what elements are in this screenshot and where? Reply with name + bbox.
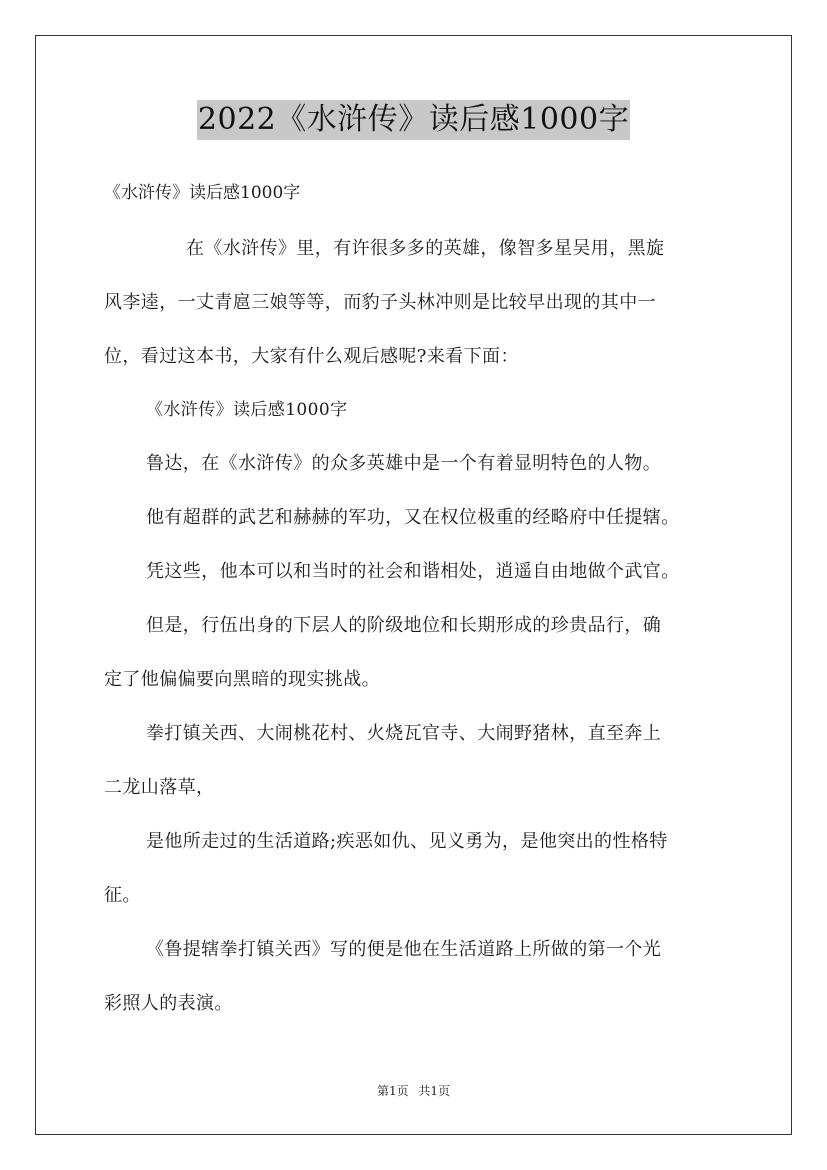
body-line-6[interactable]: 他有超群的武艺和赫赫的军功，又在权位极重的经略府中任提辖。 <box>146 507 680 528</box>
body-line-1[interactable]: 在《水浒传》里，有许很多多的英雄，像智多星吴用，黑旋 <box>186 238 665 259</box>
body-line-9[interactable]: 定了他偏偏要向黑暗的现实挑战。 <box>104 669 380 690</box>
body-line-4[interactable]: 《水浒传》读后感1000字 <box>146 400 348 420</box>
page-total: 共1页 <box>418 1084 451 1098</box>
body-line-13[interactable]: 征。 <box>104 885 141 906</box>
body-line-14[interactable]: 《鲁提辖拳打镇关西》写的便是他在生活道路上所做的第一个光 <box>146 939 662 960</box>
body-line-8[interactable]: 但是，行伍出身的下层人的阶级地位和长期形成的珍贵品行，确 <box>146 615 662 636</box>
body-line-3[interactable]: 位，看过这本书，大家有什么观后感呢?来看下面： <box>104 346 519 367</box>
page-number: 第1页 <box>376 1084 409 1098</box>
document-title[interactable]: 2022《水浒传》读后感1000字 <box>197 100 630 140</box>
body-line-7[interactable]: 凭这些，他本可以和当时的社会和谐相处，逍遥自由地做个武官。 <box>146 561 680 582</box>
body-line-2[interactable]: 风李逵，一丈青扈三娘等等，而豹子头林冲则是比较早出现的其中一 <box>104 292 656 313</box>
body-line-12[interactable]: 是他所走过的生活道路;疾恶如仇、见义勇为，是他突出的性格特 <box>146 831 668 852</box>
document-subtitle[interactable]: 《水浒传》读后感1000字 <box>104 183 301 203</box>
body-line-11[interactable]: 二龙山落草， <box>104 777 215 798</box>
title-container <box>0 100 827 140</box>
body-line-10[interactable]: 拳打镇关西、大闹桃花村、火烧瓦官寺、大闹野猪林，直至奔上 <box>146 723 662 744</box>
body-line-5[interactable]: 鲁达，在《水浒传》的众多英雄中是一个有着显明特色的人物。 <box>146 453 662 474</box>
body-line-15[interactable]: 彩照人的表演。 <box>104 993 233 1014</box>
page-footer <box>0 1082 827 1100</box>
